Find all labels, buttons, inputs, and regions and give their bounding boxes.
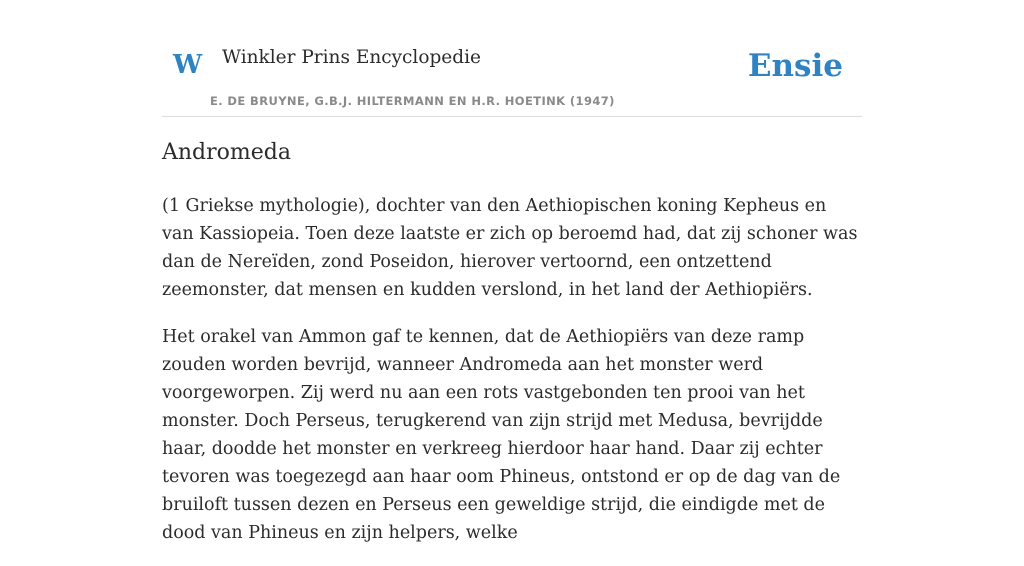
site-title[interactable]: Winkler Prins Encyclopedie	[222, 47, 481, 68]
article-paragraph: Het orakel van Ammon gaf te kennen, dat de Aethiopiërs van deze ramp zouden worden bevrijd, wanneer Andromeda aan het monster werd voorgeworpen. Zij werd nu aan een rots vastgebonden ten prooi van het monster. Doch Perseus, terugkerend van zijn strijd met Medusa, bevrijdde haar, doodde het monster en verkreeg hierdoor haar hand. Daar zij echter tevoren was toegezegd aan haar oom Phineus, ontstond er op de dag van de bruiloft tussen dezen en Perseus een geweldige strijd, die eindigde met de dood van Phineus en zijn helpers, welke	[162, 327, 841, 543]
page	[162, 0, 862, 543]
article-title: Andromeda	[162, 140, 291, 165]
article-paragraph: (1 Griekse mythologie), dochter van den Aethiopischen koning Kepheus en van Kassiopeia. Toen deze laatste er zich op beroemd had, dat zij schoner was dan de Nereïden, zond Poseidon, hierover vertoornd, een ontzettend zeemonster, dat mensen en kudden verslond, in het land der Aethiopiërs.	[162, 196, 858, 300]
site-header	[162, 0, 862, 117]
article-body	[162, 192, 862, 566]
ensie-brand-logo[interactable]: Ensie	[747, 48, 843, 84]
authors-credit: E. DE BRUYNE, G.B.J. HILTERMANN EN H.R. HOETINK (1947)	[210, 94, 615, 108]
winkler-prins-logo-icon[interactable]: W	[173, 50, 203, 80]
